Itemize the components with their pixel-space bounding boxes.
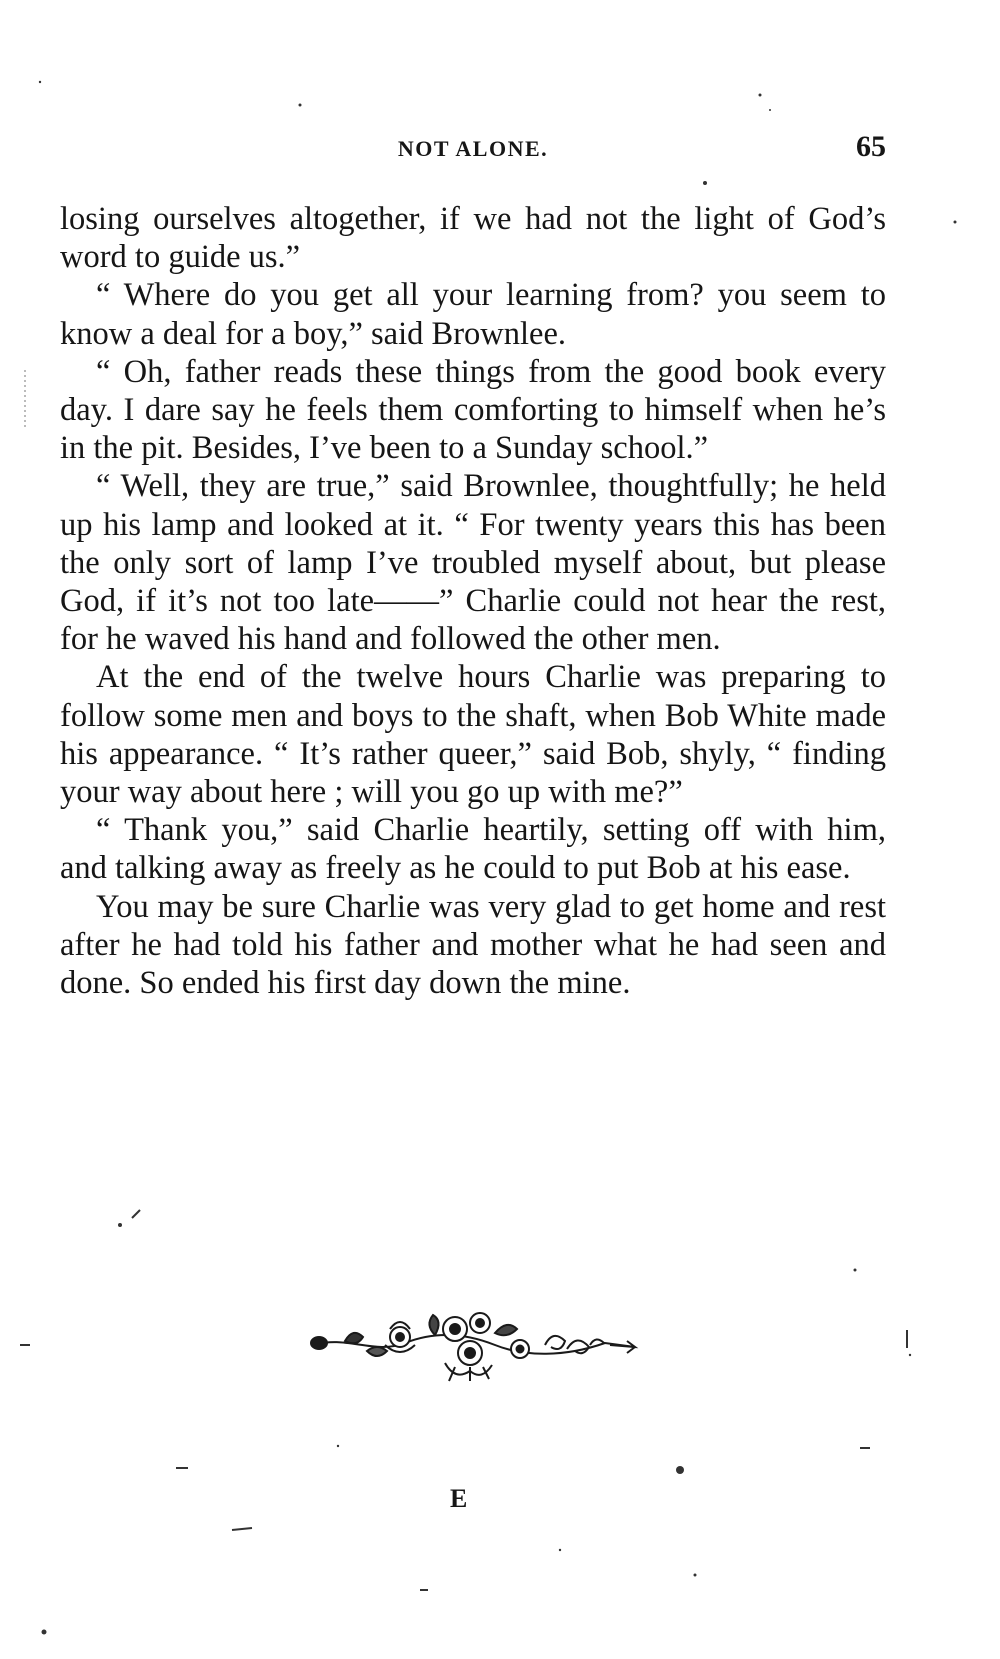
paragraph: “ Oh, father reads these things from the good book every day. I dare say he feels them comforting to himself when he’s in the pit. Besides, I’ve been to a Sunday school.” [60, 353, 886, 467]
paragraph: “ Thank you,” said Charlie heartily, setting off with him, and talking away as freely as he could to put Bob at his ease. [60, 812, 886, 887]
paragraph: losing ourselves altogether, if we had not the light of God’s word to guide us.” [60, 201, 886, 276]
running-title: NOT ALONE. [397, 136, 549, 161]
body-text [60, 200, 886, 1002]
paragraph: “ Well, they are true,” said Brownlee, thoughtfully; he held up his lamp and looked at it. “ For twenty years this has been the only sort of lamp I’ve troubled myself about, but please God, if it’s not too late——” Charlie could not hear the rest, for he waved his hand and followed the other men. [60, 468, 886, 658]
running-head [60, 128, 886, 168]
floral-vignette-icon [305, 1305, 655, 1385]
paragraph: “ Where do you get all your learning from? you seem to know a deal for a boy,” said Brownlee. [60, 277, 886, 352]
paragraph: At the end of the twelve hours Charlie was preparing to follow some men and boys to the shaft, when Bob White made his appearance. “ It’s rather queer,” said Bob, shyly, “ finding your way about here ; will you go up with me?” [60, 659, 886, 811]
signature-mark: E [450, 1484, 468, 1513]
page-number: 65 [856, 130, 886, 163]
paragraph: You may be sure Charlie was very glad to get home and rest after he had told his father and mother what he had seen and done. So ended his first day down the mine. [60, 888, 886, 1002]
